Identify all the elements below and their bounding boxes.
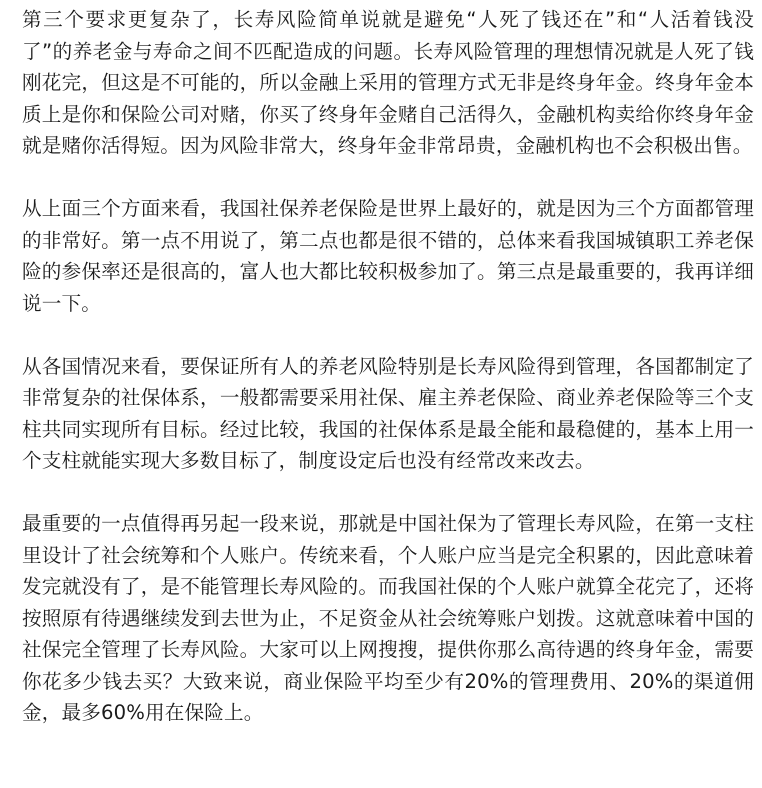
paragraph-three-aspects: 从上面三个方面来看，我国社保养老保险是世界上最好的，就是因为三个方面都管理的非常好。第一点不用说了，第二点也都是很不错的，总体来看我国城镇职工养老保险的参保率还是很高的，富人也大都比较积极参加了。第三点是最重要的，我再详细说一下。 <box>22 197 754 315</box>
paragraph-country-comparison: 从各国情况来看，要保证所有人的养老风险特别是长寿风险得到管理，各国都制定了非常复杂的社保体系，一般都需要采用社保、雇主养老保险、商业养老保险等三个支柱共同实现所有目标。经过比较，我国的社保体系是最全能和最稳健的，基本上用一个支柱就能实现大多数目标了，制度设定后也没有经常改来改去。 <box>22 354 754 472</box>
article-body <box>22 4 754 729</box>
paragraph-longevity-risk: 第三个要求更复杂了，长寿风险简单说就是避免“人死了钱还在”和“人活着钱没了”的养老金与寿命之间不匹配造成的问题。长寿风险管理的理想情况就是人死了钱刚花完，但这是不可能的，所以金融上采用的管理方式无非是终身年金。终身年金本质上是你和保险公司对赌，你买了终身年金赌自己活得久，金融机构卖给你终身年金就是赌你活得短。因为风险非常大，终身年金非常昂贵，金融机构也不会积极出售。 <box>22 8 754 157</box>
paragraph-personal-account: 最重要的一点值得再另起一段来说，那就是中国社保为了管理长寿风险，在第一支柱里设计了社会统筹和个人账户。传统来看，个人账户应当是完全积累的，因此意味着发完就没有了，是不能管理长寿风险的。而我国社保的个人账户就算全花完了，还将按照原有待遇继续发到去世为止，不足资金从社会统筹账户划拨。这就意味着中国的社保完全管理了长寿风险。大家可以上网搜搜，提供你那么高待遇的终身年金，需要你花多少钱去买？大致来说，商业保险平均至少有20%的管理费用、20%的渠道佣金，最多60%用在保险上。 <box>22 512 754 724</box>
